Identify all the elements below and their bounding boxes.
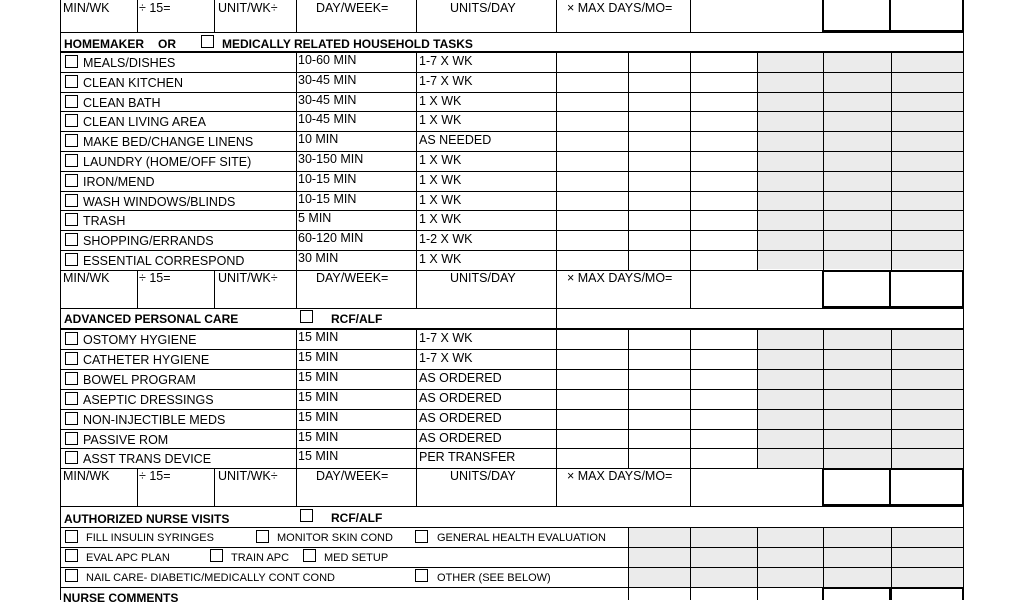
med-setup-checkbox[interactable]	[303, 549, 316, 562]
grid-line	[60, 506, 964, 507]
homemaker-checkbox-0[interactable]	[65, 55, 78, 68]
grid-line	[690, 329, 691, 468]
general-health-label: GENERAL HEALTH EVALUATION	[437, 532, 606, 544]
advanced-task-frequency: AS ORDERED	[419, 391, 502, 405]
thick-border	[822, 270, 964, 272]
homemaker-checkbox-9[interactable]	[65, 233, 78, 246]
units-day-label: UNITS/DAY	[450, 469, 516, 483]
homemaker-task-frequency: 1-2 X WK	[419, 232, 473, 246]
grid-line	[556, 270, 557, 308]
fill-insulin-label: FILL INSULIN SYRINGES	[86, 532, 214, 544]
homemaker-checkbox-3[interactable]	[65, 114, 78, 127]
thick-border	[822, 270, 824, 308]
grid-line	[60, 32, 964, 33]
thick-border	[822, 468, 964, 470]
thick-border	[889, 270, 891, 308]
homemaker-checkbox-8[interactable]	[65, 213, 78, 226]
nurse-rcf-checkbox[interactable]	[300, 509, 313, 522]
nail-care-label: NAIL CARE- DIABETIC/MEDICALLY CONT COND	[86, 572, 335, 584]
grid-line	[60, 567, 964, 568]
grid-line	[60, 52, 964, 53]
homemaker-task-name: SHOPPING/ERRANDS	[83, 234, 214, 248]
unit-wk-label: UNIT/WK÷	[218, 271, 278, 285]
homemaker-task-name: CLEAN BATH	[83, 96, 161, 110]
thick-border	[889, 468, 891, 506]
homemaker-checkbox-2[interactable]	[65, 95, 78, 108]
grid-line	[296, 52, 297, 270]
advanced-task-time: 15 MIN	[298, 449, 339, 463]
day-week-label: DAY/WEEK=	[316, 469, 389, 483]
or-label: OR	[158, 37, 176, 51]
homemaker-task-name: MEALS/DISHES	[83, 56, 176, 70]
advanced-checkbox-1[interactable]	[65, 352, 78, 365]
advanced-task-time: 15 MIN	[298, 430, 339, 444]
homemaker-checkbox-10[interactable]	[65, 253, 78, 266]
advanced-task-name: OSTOMY HYGIENE	[83, 333, 197, 347]
nurse-visits-heading: AUTHORIZED NURSE VISITS	[64, 512, 230, 526]
general-health-checkbox[interactable]	[415, 530, 428, 543]
grid-line	[556, 468, 557, 506]
grid-line	[60, 448, 964, 449]
grid-line	[60, 250, 964, 251]
unit-wk-label: UNIT/WK÷	[218, 469, 278, 483]
homemaker-task-name: WASH WINDOWS/BLINDS	[83, 195, 236, 209]
homemaker-task-frequency: 1 X WK	[419, 94, 462, 108]
grid-line	[60, 547, 964, 548]
min-wk-label: MIN/WK	[63, 1, 110, 15]
grid-line	[556, 308, 557, 329]
grid-line	[296, 270, 297, 308]
homemaker-task-time: 10-15 MIN	[298, 172, 357, 186]
advanced-task-time: 15 MIN	[298, 390, 339, 404]
grid-line	[628, 52, 629, 270]
advanced-task-name: NON-INJECTIBLE MEDS	[83, 413, 226, 427]
homemaker-task-name: CLEAN LIVING AREA	[83, 115, 206, 129]
grid-line	[60, 131, 964, 132]
eval-apc-checkbox[interactable]	[65, 549, 78, 562]
homemaker-checkbox-5[interactable]	[65, 154, 78, 167]
grid-line	[60, 72, 964, 73]
advanced-task-name: ASST TRANS DEVICE	[83, 452, 212, 466]
homemaker-checkbox-6[interactable]	[65, 174, 78, 187]
homemaker-task-time: 10 MIN	[298, 132, 339, 146]
homemaker-task-time: 30 MIN	[298, 251, 339, 265]
homemaker-task-time: 10-15 MIN	[298, 192, 357, 206]
advanced-task-name: BOWEL PROGRAM	[83, 373, 196, 387]
homemaker-task-frequency: 1 X WK	[419, 212, 462, 226]
units-day-label: UNITS/DAY	[450, 271, 516, 285]
train-apc-label: TRAIN APC	[231, 552, 290, 564]
grid-line	[891, 329, 892, 468]
thick-border	[962, 270, 964, 308]
day-week-label: DAY/WEEK=	[316, 1, 389, 15]
grid-line	[214, 270, 215, 308]
grid-line	[690, 527, 691, 600]
grid-line	[823, 52, 824, 270]
advanced-task-time: 15 MIN	[298, 370, 339, 384]
grid-line	[757, 329, 758, 468]
homemaker-checkbox-7[interactable]	[65, 194, 78, 207]
eval-apc-label: EVAL APC PLAN	[86, 552, 170, 564]
units-day-label: UNITS/DAY	[450, 1, 516, 15]
homemaker-task-name: CLEAN KITCHEN	[83, 76, 184, 90]
homemaker-task-frequency: 1-7 X WK	[419, 54, 473, 68]
train-apc-checkbox[interactable]	[210, 549, 223, 562]
homemaker-task-frequency: 1-7 X WK	[419, 74, 473, 88]
grid-line	[296, 329, 297, 468]
advanced-task-name: CATHETER HYGIENE	[83, 353, 210, 367]
divide-15-label: ÷ 15=	[139, 1, 171, 15]
grid-line	[60, 230, 964, 231]
medically-related-checkbox[interactable]	[201, 35, 214, 48]
advanced-checkbox-5[interactable]	[65, 432, 78, 445]
thick-border	[962, 0, 964, 32]
monitor-skin-label: MONITOR SKIN COND	[277, 532, 393, 544]
advanced-checkbox-0[interactable]	[65, 332, 78, 345]
homemaker-task-name: LAUNDRY (HOME/OFF SITE)	[83, 155, 252, 169]
grid-line	[137, 468, 138, 506]
advanced-task-frequency: 1-7 X WK	[419, 331, 473, 345]
nurse-comments-label: NURSE COMMENTS	[63, 591, 179, 605]
advanced-task-time: 15 MIN	[298, 350, 339, 364]
grid-line	[416, 468, 417, 506]
grid-line	[60, 409, 964, 410]
grid-line	[416, 52, 417, 270]
grid-line	[60, 191, 964, 192]
advanced-task-time: 15 MIN	[298, 330, 339, 344]
grid-line	[214, 0, 215, 32]
homemaker-task-name: ESSENTIAL CORRESPOND	[83, 254, 245, 268]
grid-line	[891, 52, 892, 270]
grid-line	[823, 329, 824, 468]
homemaker-task-frequency: 1 X WK	[419, 153, 462, 167]
advanced-task-frequency: 1-7 X WK	[419, 351, 473, 365]
grid-line	[60, 389, 964, 390]
advanced-task-name: ASEPTIC DRESSINGS	[83, 393, 214, 407]
advanced-task-name: PASSIVE ROM	[83, 433, 169, 447]
min-wk-label: MIN/WK	[63, 469, 110, 483]
advanced-rcf-checkbox[interactable]	[300, 310, 313, 323]
advanced-rcf-label: RCF/ALF	[331, 312, 383, 326]
form-left-border	[60, 0, 61, 600]
homemaker-task-time: 30-45 MIN	[298, 73, 357, 87]
grid-line	[60, 429, 964, 430]
grid-line	[757, 527, 758, 600]
unit-wk-label: UNIT/WK÷	[218, 1, 278, 15]
grid-line	[60, 369, 964, 370]
medically-related-heading: MEDICALLY RELATED HOUSEHOLD TASKS	[222, 37, 473, 51]
grid-line	[556, 0, 557, 32]
monitor-skin-checkbox[interactable]	[256, 530, 269, 543]
med-setup-label: MED SETUP	[324, 552, 389, 564]
homemaker-task-name: IRON/MEND	[83, 175, 155, 189]
grid-line	[891, 527, 892, 600]
homemaker-task-name: MAKE BED/CHANGE LINENS	[83, 135, 254, 149]
grid-line	[60, 210, 964, 211]
grid-line	[60, 527, 964, 528]
grid-line	[690, 270, 691, 308]
homemaker-task-time: 60-120 MIN	[298, 231, 364, 245]
grid-line	[60, 171, 964, 172]
advanced-task-frequency: AS ORDERED	[419, 431, 502, 445]
grid-line	[214, 468, 215, 506]
grid-line	[416, 270, 417, 308]
grid-line	[416, 329, 417, 468]
grid-line	[628, 527, 629, 600]
homemaker-task-time: 5 MIN	[298, 211, 332, 225]
grid-line	[416, 0, 417, 32]
grid-line	[296, 468, 297, 506]
advanced-checkbox-6[interactable]	[65, 451, 78, 464]
grid-line	[60, 349, 964, 350]
other-checkbox[interactable]	[415, 569, 428, 582]
grid-line	[60, 111, 964, 112]
grid-line	[137, 0, 138, 32]
homemaker-heading: HOMEMAKER	[64, 37, 144, 51]
grid-line	[296, 0, 297, 32]
shaded-cell	[757, 52, 963, 269]
divide-15-label: ÷ 15=	[139, 469, 171, 483]
grid-line	[690, 468, 691, 506]
min-wk-label: MIN/WK	[63, 271, 110, 285]
day-week-label: DAY/WEEK=	[316, 271, 389, 285]
homemaker-task-name: TRASH	[83, 214, 126, 228]
homemaker-task-frequency: AS NEEDED	[419, 133, 492, 147]
advanced-task-frequency: AS ORDERED	[419, 411, 502, 425]
grid-line	[556, 52, 557, 270]
thick-border	[822, 587, 964, 589]
advanced-checkbox-4[interactable]	[65, 412, 78, 425]
homemaker-task-time: 30-150 MIN	[298, 152, 364, 166]
grid-line	[60, 151, 964, 152]
grid-line	[60, 92, 964, 93]
thick-border	[962, 468, 964, 506]
thick-border	[822, 0, 824, 32]
advanced-task-frequency: PER TRANSFER	[419, 450, 516, 464]
homemaker-task-frequency: 1 X WK	[419, 252, 462, 266]
grid-line	[690, 52, 691, 270]
shaded-cell	[628, 528, 963, 588]
thick-border	[822, 468, 824, 506]
thick-border	[889, 0, 891, 32]
max-days-label: × MAX DAYS/MO=	[567, 469, 673, 483]
advanced-care-heading: ADVANCED PERSONAL CARE	[64, 312, 239, 326]
grid-line	[137, 270, 138, 308]
divide-15-label: ÷ 15=	[139, 271, 171, 285]
other-label: OTHER (SEE BELOW)	[437, 572, 551, 584]
advanced-checkbox-3[interactable]	[65, 392, 78, 405]
homemaker-task-time: 10-45 MIN	[298, 112, 357, 126]
advanced-task-time: 15 MIN	[298, 410, 339, 424]
grid-line	[757, 52, 758, 270]
max-days-label: × MAX DAYS/MO=	[567, 271, 673, 285]
fill-insulin-checkbox[interactable]	[65, 530, 78, 543]
homemaker-task-time: 10-60 MIN	[298, 53, 357, 67]
grid-line	[556, 329, 557, 468]
grid-line	[690, 0, 691, 32]
homemaker-task-time: 30-45 MIN	[298, 93, 357, 107]
homemaker-task-frequency: 1 X WK	[419, 193, 462, 207]
max-days-label: × MAX DAYS/MO=	[567, 1, 673, 15]
nurse-rcf-label: RCF/ALF	[331, 511, 383, 525]
grid-line	[60, 308, 964, 309]
advanced-task-frequency: AS ORDERED	[419, 371, 502, 385]
grid-line	[628, 329, 629, 468]
homemaker-checkbox-4[interactable]	[65, 134, 78, 147]
homemaker-task-frequency: 1 X WK	[419, 113, 462, 127]
nail-care-checkbox[interactable]	[65, 569, 78, 582]
advanced-checkbox-2[interactable]	[65, 372, 78, 385]
grid-line	[60, 329, 964, 330]
homemaker-task-frequency: 1 X WK	[419, 173, 462, 187]
homemaker-checkbox-1[interactable]	[65, 75, 78, 88]
